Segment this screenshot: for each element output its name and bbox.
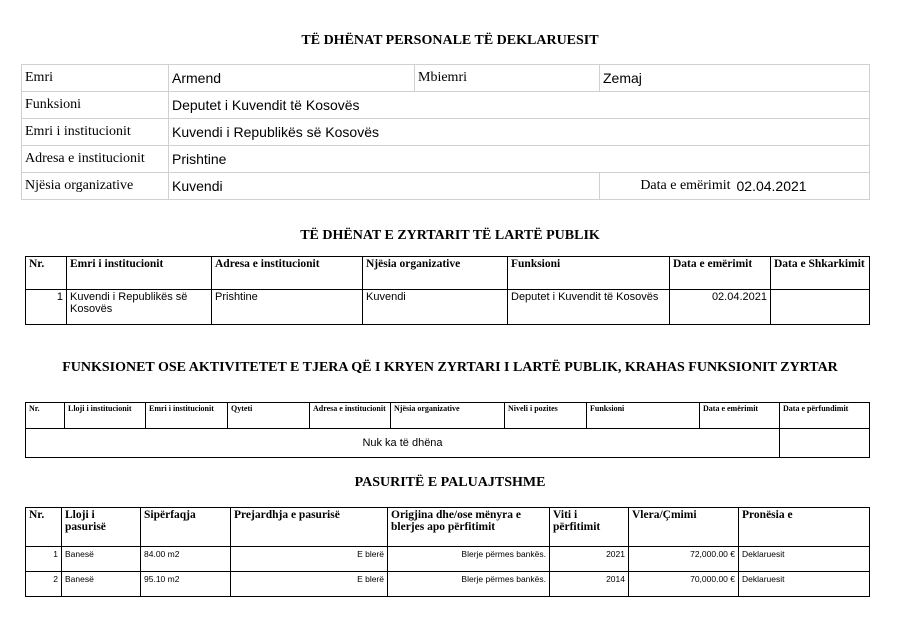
emri-label: Emri <box>22 65 169 92</box>
cell-vlera: 72,000.00 € <box>629 547 739 572</box>
personal-data-table <box>21 64 870 200</box>
official-section-title: TË DHËNAT E ZYRTARIT TË LARTË PUBLIK <box>300 228 600 243</box>
col-header: Lloji i institucionit <box>65 403 146 429</box>
col-header: Niveli i pozites <box>505 403 587 429</box>
table-header-row <box>26 508 870 547</box>
cell-nr: 1 <box>26 547 62 572</box>
col-header: Nr. <box>26 508 62 547</box>
table-header-row <box>26 403 870 429</box>
col-header: Emri i institucionit <box>146 403 228 429</box>
other-functions-table <box>25 402 870 458</box>
table-row <box>26 547 870 572</box>
cell-prejardhja: E blerë <box>231 547 388 572</box>
table-header-row <box>26 257 870 290</box>
cell-data-shkarkimit <box>771 290 870 325</box>
cell-institucioni: Kuvendi i Republikës së Kosovës <box>67 290 212 325</box>
table-row <box>26 290 870 325</box>
cell-viti: 2021 <box>550 547 629 572</box>
cell-njesia: Kuvendi <box>363 290 508 325</box>
col-header: Funksioni <box>587 403 700 429</box>
emri-value: Armend <box>169 65 415 92</box>
property-table <box>25 507 870 597</box>
cell-data-emerimit: 02.04.2021 <box>670 290 771 325</box>
col-header: Funksioni <box>508 257 670 290</box>
personal-section-title: TË DHËNAT PERSONALE TË DEKLARUESIT <box>301 33 599 48</box>
col-header: Origjina dhe/ose mënyra e blerjes apo përfitimit <box>388 508 550 547</box>
col-header: Njësia organizative <box>363 257 508 290</box>
table-row <box>26 572 870 597</box>
col-header: Data e përfundimit <box>780 403 870 429</box>
cell-adresa: Prishtine <box>212 290 363 325</box>
col-header: Lloji i pasurisë <box>62 508 141 547</box>
other-functions-section-title: FUNKSIONET OSE AKTIVITETET E TJERA QË I KRYEN ZYRTARI I LARTË PUBLIK, KRAHAS FUNKSIONIT ZYRTAR <box>62 360 838 375</box>
col-header: Emri i institucionit <box>67 257 212 290</box>
col-header: Adresa e institucionit <box>212 257 363 290</box>
col-header: Prejardhja e pasurisë <box>231 508 388 547</box>
cell-origjina: Blerje përmes bankës. <box>388 547 550 572</box>
cell-nr: 2 <box>26 572 62 597</box>
cell-lloji: Banesë <box>62 572 141 597</box>
cell-siperfaqja: 95.10 m2 <box>141 572 231 597</box>
mbiemri-label: Mbiemri <box>415 65 600 92</box>
col-header: Pronësia e <box>739 508 870 547</box>
cell-origjina: Blerje përmes bankës. <box>388 572 550 597</box>
col-header: Data e Shkarkimit <box>771 257 870 290</box>
col-header: Nr. <box>26 403 65 429</box>
institucioni-label: Emri i institucionit <box>22 119 169 146</box>
funksioni-label: Funksioni <box>22 92 169 119</box>
cell-lloji: Banesë <box>62 547 141 572</box>
mbiemri-value: Zemaj <box>600 65 870 92</box>
cell-vlera: 70,000.00 € <box>629 572 739 597</box>
col-header: Vlera/Çmimi <box>629 508 739 547</box>
cell-pronesia: Deklaruesit <box>739 547 870 572</box>
cell-prejardhja: E blerë <box>231 572 388 597</box>
cell-viti: 2014 <box>550 572 629 597</box>
njesia-value: Kuvendi <box>169 173 600 200</box>
cell-funksioni: Deputet i Kuvendit të Kosovës <box>508 290 670 325</box>
empty-message: Nuk ka të dhëna <box>26 429 780 458</box>
col-header: Data e emërimit <box>670 257 771 290</box>
official-table <box>25 256 870 325</box>
adresa-label: Adresa e institucionit <box>22 146 169 173</box>
col-header: Nr. <box>26 257 67 290</box>
adresa-value: Prishtine <box>169 146 870 173</box>
col-header: Njësia organizative <box>391 403 505 429</box>
col-header: Viti i përfitimit <box>550 508 629 547</box>
property-section-title: PASURITË E PALUAJTSHME <box>354 475 546 490</box>
cell-siperfaqja: 84.00 m2 <box>141 547 231 572</box>
col-header: Adresa e institucionit <box>310 403 391 429</box>
funksioni-value: Deputet i Kuvendit të Kosovës <box>169 92 870 119</box>
data-emerimit-label: Data e emërimit <box>600 173 734 200</box>
cell-nr: 1 <box>26 290 67 325</box>
njesia-label: Njësia organizative <box>22 173 169 200</box>
institucioni-value: Kuvendi i Republikës së Kosovës <box>169 119 870 146</box>
data-emerimit-value: 02.04.2021 <box>734 173 870 200</box>
empty-cell <box>780 429 870 458</box>
col-header: Sipërfaqja <box>141 508 231 547</box>
col-header: Qyteti <box>228 403 310 429</box>
table-row <box>26 429 870 458</box>
col-header: Data e emërimit <box>700 403 780 429</box>
cell-pronesia: Deklaruesit <box>739 572 870 597</box>
